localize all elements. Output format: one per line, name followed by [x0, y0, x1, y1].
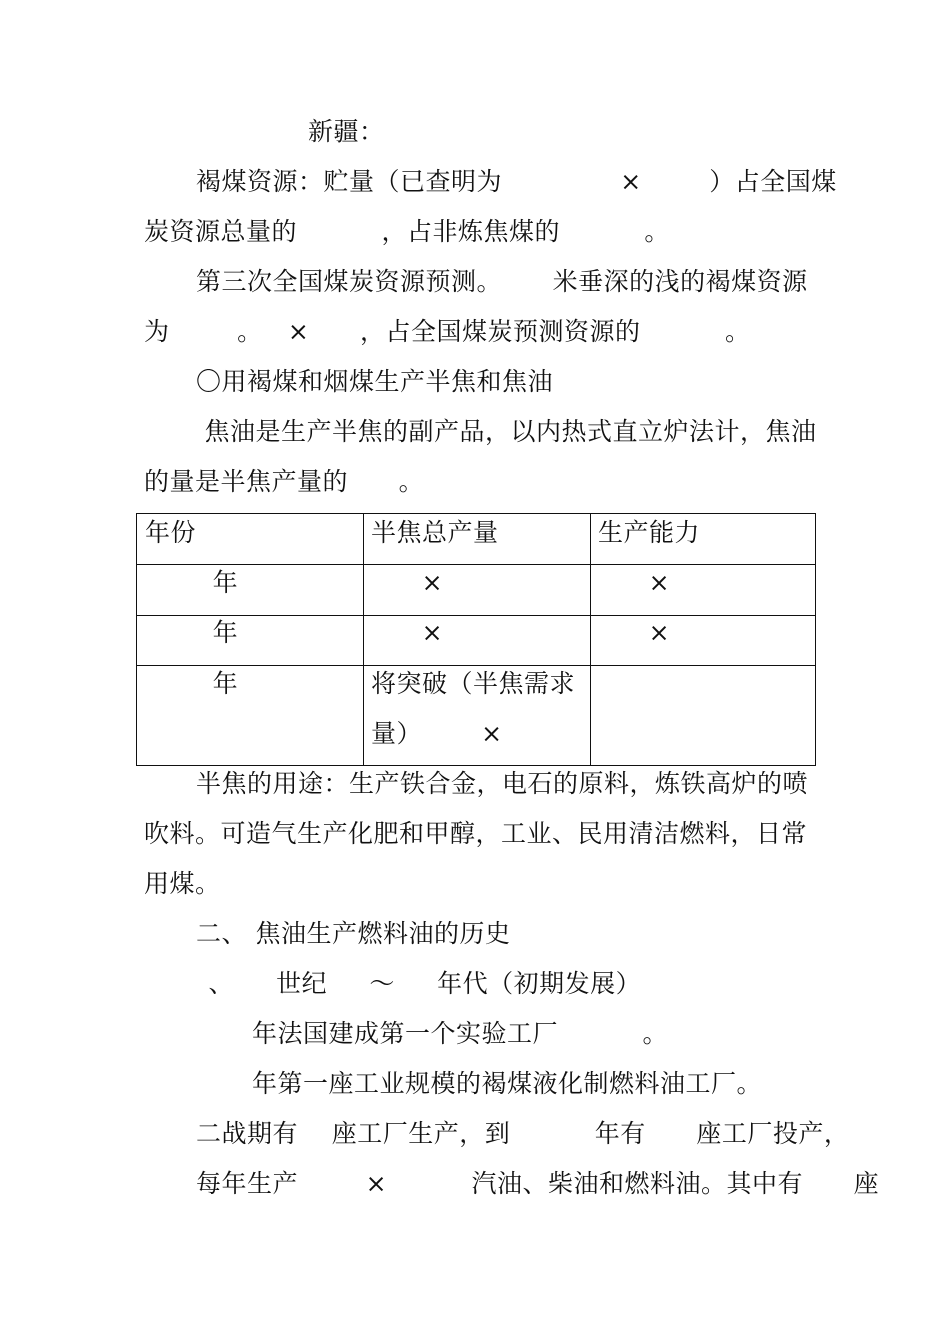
table-header-year: 年份: [145, 518, 197, 547]
heading-semicoke-tar: 〇用褐煤和烟煤生产半焦和焦油: [196, 367, 554, 396]
paragraph-tar-line1: 焦油是生产半焦的副产品，以内热式直立炉法计，焦油: [196, 417, 817, 446]
table-cell: ×: [371, 568, 444, 597]
table-col-divider: [590, 514, 591, 765]
paragraph-wwii-line1: 二战期有 座工厂生产，到 年有 座工厂投产，: [196, 1119, 850, 1148]
paragraph-forecast-line2: 为 。 × ，占全国煤炭预测资源的 。: [144, 317, 751, 346]
table-header-total-output: 半焦总产量: [371, 518, 499, 547]
table-cell: 年: [145, 568, 239, 597]
table-col-divider: [363, 514, 364, 765]
table-cell: ×: [371, 618, 444, 647]
table-row-divider: [137, 665, 815, 666]
paragraph-uses-line1: 半焦的用途：生产铁合金，电石的原料，炼铁高炉的喷: [196, 769, 809, 798]
paragraph-france: 年法国建成第一个实验工厂 。: [252, 1019, 668, 1048]
table-cell: ×: [598, 618, 671, 647]
paragraph-first-plant: 年第一座工业规模的褐煤液化制燃料油工厂。: [252, 1069, 763, 1098]
paragraph-xinjiang: 新疆：: [308, 117, 385, 146]
subsection-heading-one: 、 世纪 ～ 年代（初期发展）: [200, 969, 642, 998]
paragraph-lignite-line2: 炭资源总量的 ，占非炼焦煤的 。: [144, 217, 670, 246]
table-cell: 年: [145, 669, 239, 698]
paragraph-uses-line3: 用煤。: [144, 869, 221, 898]
table-cell-continuation: 量） ×: [371, 719, 503, 748]
table-cell: 年: [145, 618, 239, 647]
semicoke-table: [136, 513, 816, 766]
section-heading-two: 二、 焦油生产燃料油的历史: [196, 919, 511, 948]
table-header-capacity: 生产能力: [598, 518, 701, 547]
paragraph-tar-line2: 的量是半焦产量的 。: [144, 467, 425, 496]
table-cell: ×: [598, 568, 671, 597]
paragraph-forecast-line1: 第三次全国煤炭资源预测。 米垂深的浅的褐煤资源: [196, 267, 808, 296]
table-cell: 将突破（半焦需求: [371, 669, 576, 698]
table-row-divider: [137, 615, 815, 616]
paragraph-wwii-line2: 每年生产 × 汽油、柴油和燃料油。其中有 座: [196, 1169, 880, 1198]
table-row-divider: [137, 564, 815, 565]
paragraph-lignite-line1: 褐煤资源：贮量（已查明为 × ）占全国煤: [196, 167, 837, 196]
paragraph-uses-line2: 吹料。可造气生产化肥和甲醇，工业、民用清洁燃料，日常: [144, 819, 808, 848]
